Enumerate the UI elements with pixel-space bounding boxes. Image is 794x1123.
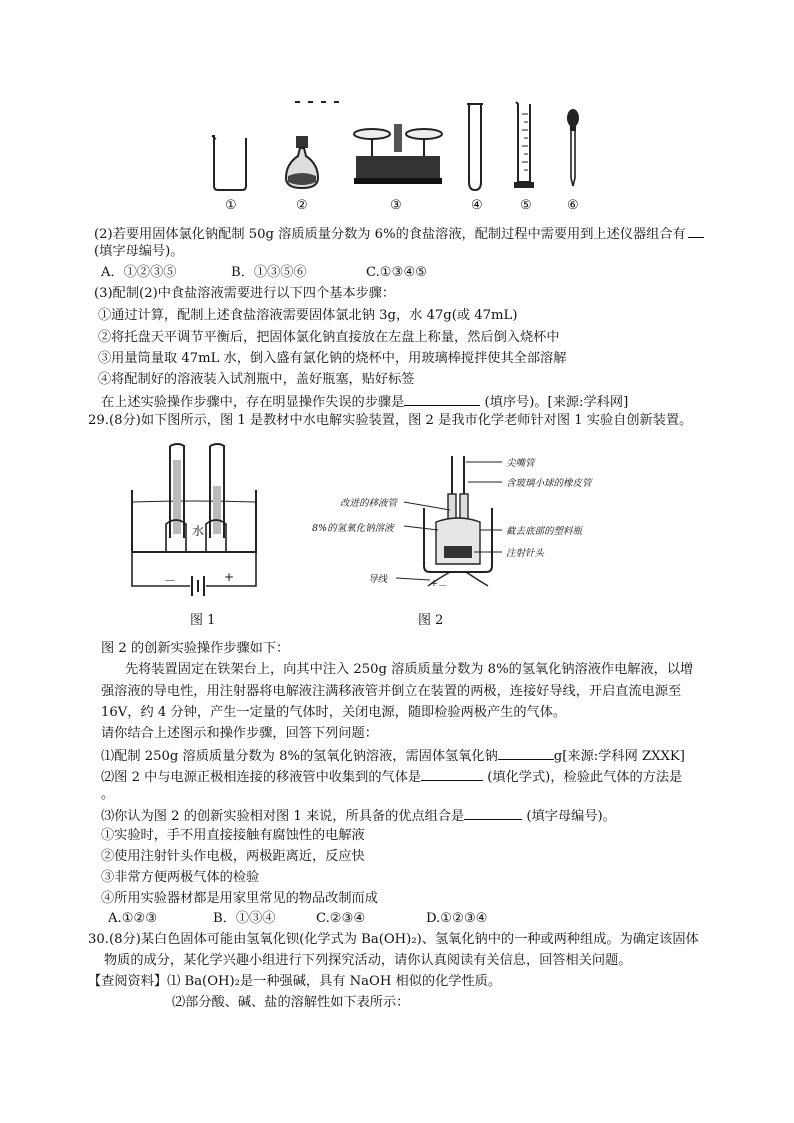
instrument-label-5: ⑤ — [520, 198, 532, 213]
q29-sub2-suffix: (填化学式)，检验此气体的方法是 — [483, 770, 683, 785]
beaker-icon — [210, 134, 250, 192]
graduated-cylinder-icon — [512, 100, 536, 190]
q29-sub3-suffix: (填字母编号)。 — [522, 809, 616, 824]
q28-step-4: ④将配制好的溶液装入试剂瓶中，盖好瓶塞，贴好标签 — [98, 372, 415, 387]
fig2-label-pipette: 改进的移液管 — [340, 498, 398, 509]
q29-para-line3: 16V，约 4 分钟，产生一定量的气体时，关闭电源，随即检验两极产生的气体。 — [101, 705, 567, 720]
q28-step-1: ①通过计算，配制上述食盐溶液需要固体氯北钠 3g，水 47g(或 47mL) — [98, 308, 518, 323]
q29-sub2-blank[interactable] — [421, 767, 483, 781]
q29-option-a: A.①②③ — [108, 911, 158, 926]
q29-sub3 — [101, 806, 616, 826]
q30-line2: 物质的成分，某化学兴趣小组进行下列探究活动，请你认真阅读有关信息，回答相关问题。 — [104, 953, 632, 968]
q29-prompt: 请你结合上述图示和操作步骤，回答下列问题： — [101, 726, 378, 741]
q28-option-b: B．①③⑤⑥ — [231, 265, 307, 280]
alcohol-lamp-instrument — [282, 134, 322, 196]
q29-merit-3: ③非常方便两极气体的检验 — [101, 870, 260, 885]
test-tube-instrument — [465, 102, 485, 196]
instrument-label-4: ④ — [471, 198, 483, 213]
graduated-cylinder-instrument — [512, 100, 536, 194]
water-electrolysis-apparatus-icon — [126, 440, 266, 590]
q29-sub2-text: ⑵图 2 中与电源正极相连接的移液管中收集到的气体是 — [101, 770, 422, 785]
q29-merit-4: ④所用实验器材都是用家里常见的物品改制而成 — [101, 891, 378, 906]
q28-answer-blank[interactable] — [404, 392, 480, 406]
q28-option-c: C.①③④⑤ — [366, 265, 428, 280]
q29-steps-title: 图 2 的创新实验操作步骤如下： — [101, 641, 290, 656]
figure-2-caption: 图 2 — [418, 613, 444, 628]
q28-option-a: A．①②③⑤ — [101, 265, 177, 280]
fig2-label-wire: 导线 — [368, 574, 388, 585]
q29-option-c: C.②③④ — [316, 911, 366, 926]
q28-question-text: 在上述实验操作步骤中，存在明显操作失误的步骤是 — [101, 395, 405, 410]
q29-merit-2: ②使用注射针头作电极，两极距离近，反应快 — [101, 849, 365, 864]
instrument-label-2: ② — [296, 198, 308, 213]
q28-question — [101, 392, 628, 412]
fig1-water-label: 水 — [192, 524, 205, 538]
q29-sub2-continuation: 。 — [101, 787, 115, 802]
q29-sub1-suffix: g[来源:学科网 ZXXK] — [553, 749, 685, 764]
q28-part2-text: (2)若要用固体氯化钠配制 50g 溶质质量分数为 6%的食盐溶液，配制过程中需要用到上述仪器组合有 — [94, 227, 686, 242]
instrument-label-1: ① — [225, 198, 237, 213]
fig2-label-solution: 8%的氢氧化钠溶液 — [312, 523, 394, 534]
q28-step-3: ③用量筒量取 47mL 水，倒入盛有氯化钠的烧杯中，用玻璃棒搅拌使其全部溶解 — [98, 351, 567, 366]
q28-part2-blank[interactable] — [688, 224, 704, 238]
decorative-dashes — [200, 96, 600, 106]
q28-step-2: ②将托盘天平调节平衡后，把固体氯化钠直接放在左盘上称量，然后倒入烧杯中 — [98, 330, 560, 345]
dropper-instrument — [565, 108, 581, 192]
q29-sub3-text: ⑶你认为图 2 的创新实验相对图 1 来说，所具备的优点组合是 — [101, 809, 465, 824]
fig2-label-rubber: 含玻璃小球的橡皮管 — [506, 478, 592, 489]
q29-sub1-text: ⑴配制 250g 溶质质量分数为 8%的氢氧化钠溶液，需固体氢氧化钠 — [101, 749, 498, 764]
figure-1-caption: 图 1 — [190, 613, 216, 628]
q30-line1: 30.(8分)某白色固体可能由氢氧化钡(化学式为 Ba(OH)₂)、氢氧化钠中的一种或两种组成。为确定该固体 — [88, 932, 699, 947]
q29-para-line2: 强溶液的导电性，用注射器将电解液注满移液管并倒立在装置的两极，连接好导线，开启直流电源至 — [101, 684, 682, 699]
dropper-icon — [565, 108, 581, 188]
beaker-instrument — [210, 134, 250, 196]
fig2-label-plus: + — [430, 578, 438, 589]
alcohol-lamp-icon — [282, 134, 322, 192]
figure-1 — [126, 440, 266, 590]
instrument-figure — [200, 96, 600, 216]
fig2-label-needle: 注射针头 — [506, 548, 545, 559]
q29-para-line1: 先将装置固定在铁架台上，向其中注入 250g 溶质质量分数为 8%的氢氧化钠溶液作电解液，以增 — [125, 662, 694, 677]
q29-sub2 — [101, 767, 682, 787]
fig2-label-tip: 尖嘴管 — [506, 458, 535, 469]
q29-heading: 29.(8分)如下图所示，图 1 是教材中水电解实验装置，图 2 是我市化学老师针对图 1 实验自创新装置。 — [88, 413, 693, 428]
balance-icon — [350, 118, 446, 188]
fig1-minus-label: － — [164, 574, 177, 588]
instrument-label-6: ⑥ — [567, 198, 579, 213]
figure-2 — [306, 450, 626, 590]
fig2-label-minus: － — [438, 581, 448, 592]
q29-sub1-blank[interactable] — [498, 746, 554, 760]
fig1-plus-label: + — [224, 570, 235, 584]
q30-info1: 【查阅资料】⑴ Ba(OH)₂是一种强碱，具有 NaOH 相似的化学性质。 — [88, 974, 502, 989]
q29-option-b: B．①③④ — [213, 911, 276, 926]
q29-option-d: D.①②③④ — [426, 911, 488, 926]
balance-instrument — [350, 118, 446, 192]
q29-merit-1: ①实验时，手不用直接接触有腐蚀性的电解液 — [101, 828, 365, 843]
instrument-label-3: ③ — [390, 198, 402, 213]
q28-part2-line1 — [94, 224, 704, 244]
test-tube-icon — [465, 102, 485, 192]
q30-info2: ⑵部分酸、碱、盐的溶解性如下表所示： — [172, 995, 410, 1010]
q28-question-suffix: (填序号)。[来源:学科网] — [480, 395, 629, 410]
q29-sub1 — [101, 746, 685, 766]
fig2-label-bottle: 截去底部的塑料瓶 — [506, 526, 583, 537]
q28-part2-line2: (填字母编号)。 — [94, 244, 184, 259]
q28-part3-intro: (3)配制(2)中食盐溶液需要进行以下四个基本步骤： — [94, 286, 396, 301]
q29-sub3-blank[interactable] — [464, 806, 522, 820]
